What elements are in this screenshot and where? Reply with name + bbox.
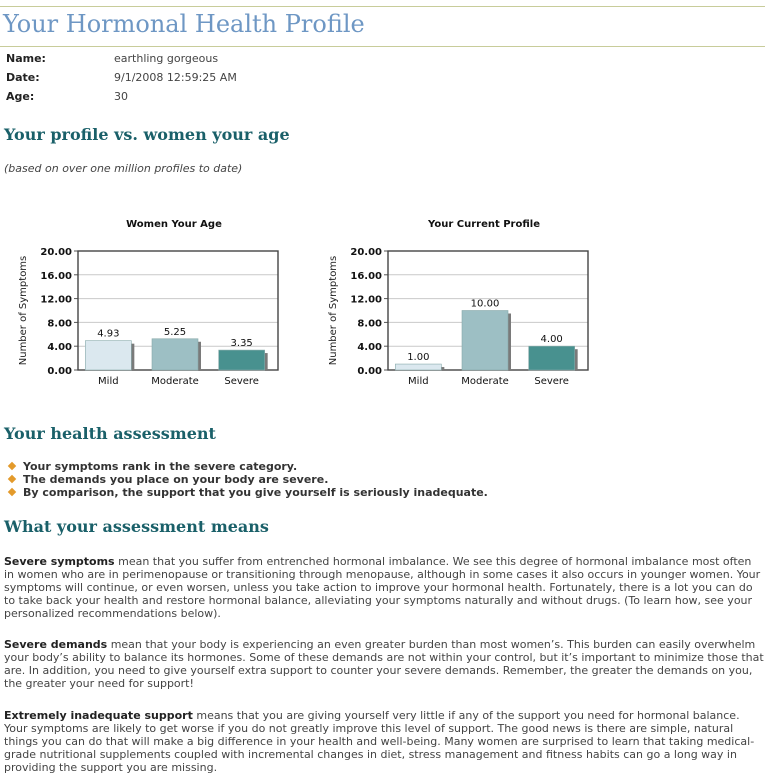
assessment-item-text: Your symptoms rank in the severe category.: [23, 460, 298, 473]
y-tick-label: 12.00: [350, 294, 382, 306]
bar-mild: [85, 341, 131, 370]
comparison-note: (based on over one million profiles to date): [4, 162, 243, 175]
paragraph-lead: Severe demands: [4, 638, 108, 651]
bar-severe: [529, 346, 575, 370]
bar-value-label: 5.25: [163, 326, 187, 338]
bar-value-label: 3.35: [230, 338, 253, 350]
y-axis-label: Number of Symptoms: [328, 255, 339, 366]
assessment-heading: Your health assessment: [4, 424, 216, 443]
y-tick-label: 0.00: [357, 366, 382, 377]
y-tick-label: 8.00: [357, 318, 382, 330]
chart-title: Women Your Age: [126, 219, 222, 230]
paragraph-lead: Extremely inadequate support: [4, 709, 193, 722]
assessment-item: [8, 460, 488, 473]
y-tick-label: 20.00: [350, 247, 382, 258]
profile-label: Date:: [6, 71, 40, 84]
title-divider: [0, 46, 765, 47]
assessment-item-text: By comparison, the support that you give yourself is seriously inadequate.: [23, 486, 488, 499]
x-tick-label: Moderate: [151, 376, 199, 387]
assessment-list: [8, 460, 488, 499]
x-tick-label: Mild: [98, 376, 119, 387]
x-tick-label: Severe: [534, 376, 569, 387]
y-tick-label: 8.00: [47, 318, 72, 330]
y-tick-label: 4.00: [47, 342, 72, 354]
bullet-diamond-icon: [8, 488, 16, 496]
top-divider: [0, 6, 765, 7]
profile-value: 9/1/2008 12:59:25 AM: [114, 71, 237, 84]
meaning-heading: What your assessment means: [4, 517, 269, 536]
paragraph-lead: Severe symptoms: [4, 555, 115, 568]
profile-label: Name:: [6, 52, 46, 65]
bullet-diamond-icon: [8, 462, 16, 470]
chart-women-your-age: [10, 210, 310, 395]
page-title: Your Hormonal Health Profile: [3, 10, 365, 38]
bar-mild: [395, 364, 441, 370]
comparison-heading: Your profile vs. women your age: [4, 125, 290, 144]
bar-value-label: 4.00: [540, 334, 563, 346]
profile-value: earthling gorgeous: [114, 52, 219, 65]
paragraph-text: means that you are giving yourself very little if any of the support you need for hormonal balance. Your symptoms are likely to get worse if you do not greatly improve this level of support. The good news is there are simple, natural things you can do that will make a big difference in your health and well-being. Many women are surprised to learn that taking medical-grade nutritional supplements coupled with incremental changes in diet, stress management and fitness habits can go a long way in providing the support you are missing.: [4, 709, 755, 774]
bar-moderate: [152, 339, 198, 370]
y-tick-label: 4.00: [357, 342, 382, 354]
meaning-paragraph-support: [4, 709, 764, 774]
bar-moderate: [462, 311, 508, 371]
assessment-item: [8, 473, 488, 486]
y-tick-label: 20.00: [40, 247, 72, 258]
chart-title: Your Current Profile: [428, 219, 540, 230]
y-axis-label: Number of Symptoms: [18, 255, 29, 366]
paragraph-text: mean that you suffer from entrenched hormonal imbalance. We see this degree of hormonal imbalance most often in women who are in perimenopause or transitioning through menopause, although in some cases it also occurs in younger women. Your symptoms will continue, or even worsen, unless you take action to improve your hormonal health. Fortunately, there is a lot you can do to take back your health and restore hormonal balance, alleviating your symptoms naturally and without drugs. (To learn how, see your personalized recommendations below).: [4, 555, 761, 620]
bar-value-label: 1.00: [407, 352, 430, 364]
meaning-paragraph-symptoms: [4, 555, 764, 620]
chart-your-current-profile: [320, 210, 620, 395]
bullet-diamond-icon: [8, 475, 16, 483]
y-tick-label: 16.00: [40, 270, 72, 282]
y-tick-label: 16.00: [350, 270, 382, 282]
profile-label: Age:: [6, 90, 35, 103]
meaning-paragraph-demands: [4, 638, 764, 690]
assessment-item-text: The demands you place on your body are severe.: [23, 473, 329, 486]
assessment-item: [8, 486, 488, 499]
y-tick-label: 12.00: [40, 294, 72, 306]
x-tick-label: Moderate: [461, 376, 509, 387]
bar-value-label: 10.00: [470, 298, 500, 310]
paragraph-text: mean that your body is experiencing an even greater burden than most women’s. This burden can easily overwhelm your body’s ability to balance its hormones. Some of these demands are not within your control, but it’s important to minimize those that are. In addition, you need to give yourself extra support to counter your severe demands. Remember, the greater the demands on you, the greater your need for support!: [4, 638, 764, 690]
bar-value-label: 4.93: [97, 328, 120, 340]
x-tick-label: Severe: [224, 376, 259, 387]
profile-value: 30: [114, 90, 128, 103]
y-tick-label: 0.00: [47, 366, 72, 377]
x-tick-label: Mild: [408, 376, 429, 387]
bar-severe: [219, 350, 265, 370]
